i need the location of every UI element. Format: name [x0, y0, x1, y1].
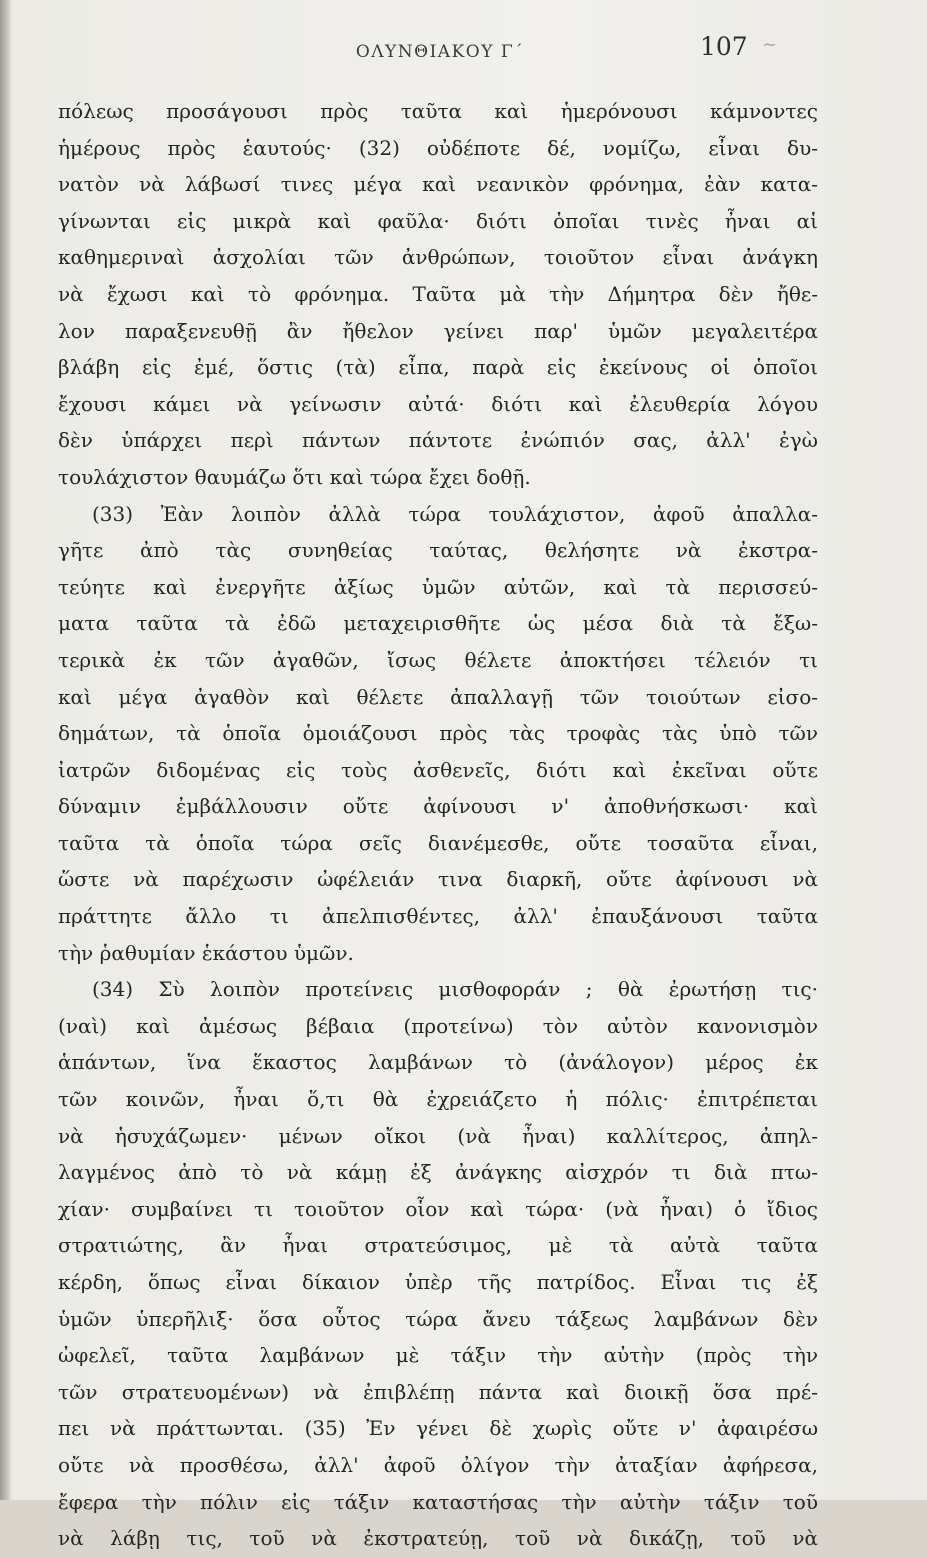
text-line: λαγμένος ἀπὸ τὸ νὰ κάμῃ ἐξ ἀνάγκης αἰσχρόν τι διὰ πτω-	[58, 1160, 818, 1185]
page-number: 107	[700, 32, 748, 61]
text-line: χίαν· συμβαίνει τι τοιοῦτον οἷον καὶ τώρα· (νὰ ἦναι) ὁ ἴδιος	[58, 1196, 818, 1221]
text-line: ἔχουσι κάμει νὰ γείνωσιν αὐτά· διότι καὶ ἐλευθερία λόγου	[58, 391, 818, 416]
text-line: τεύητε καὶ ἐνεργῆτε ἀξίως ὑμῶν αὐτῶν, καὶ τὰ περισσεύ-	[58, 574, 818, 599]
text-line: καὶ μέγα ἀγαθὸν καὶ θέλετε ἀπαλλαγῇ τῶν τοιούτων εἰσο-	[58, 684, 818, 709]
text-line: οὔτε νὰ προσθέσω, ἀλλ' ἀφοῦ ὀλίγον τὴν ἀταξίαν ἀφήρεσα,	[58, 1452, 818, 1477]
text-line: τερικὰ ἐκ τῶν ἀγαθῶν, ἴσως θέλετε ἀποκτήσει τέλειόν τι	[58, 647, 818, 672]
text-line: τῶν κοινῶν, ἦναι ὅ,τι θὰ ἐχρειάζετο ἡ πόλις· ἐπιτρέπεται	[58, 1087, 818, 1112]
text-line: ὥστε νὰ παρέχωσιν ὠφέλειάν τινα διαρκῆ, οὔτε ἀφίνουσι νὰ	[58, 867, 818, 892]
text-line: πράττητε ἄλλο τι ἀπελπισθέντες, ἀλλ' ἐπαυξάνουσι ταῦτα	[58, 904, 818, 929]
text-line: (33) Ἐὰν λοιπὸν ἀλλὰ τώρα τουλάχιστον, ἀφοῦ ἀπαλλα-	[92, 501, 818, 526]
text-line: (ναὶ) καὶ ἀμέσως βέβαια (προτείνω) τὸν αὐτὸν κανονισμὸν	[58, 1013, 818, 1038]
text-line: ὑμῶν ὑπερῆλιξ· ὅσα οὗτος τώρα ἄνευ τάξεως λαμβάνων δὲν	[58, 1306, 818, 1331]
text-line: τὴν ῥαθυμίαν ἑκάστου ὑμῶν.	[58, 940, 354, 965]
running-title: ΟΛΥΝΘΙΑΚΟΥ Γ΄	[355, 42, 525, 62]
text-line: ἡμέρους πρὸς ἑαυτούς· (32) οὐδέποτε δέ, νομίζω, εἶναι δυ-	[58, 135, 818, 160]
text-line: ὠφελεῖ, ταῦτα λαμβάνων μὲ τάξιν τὴν αὐτὴν (πρὸς τὴν	[58, 1343, 818, 1368]
text-line: γῆτε ἀπὸ τὰς συνηθείας ταύτας, θελήσητε νὰ ἐκστρα-	[58, 538, 818, 563]
text-line: δὲν ὑπάρχει περὶ πάντων πάντοτε ἐνώπιόν σας, ἀλλ' ἐγὼ	[58, 428, 818, 453]
text-line: νατὸν νὰ λάβωσί τινες μέγα καὶ νεανικὸν φρόνημα, ἐὰν κατα-	[58, 172, 818, 197]
text-line: ἁπάντων, ἵνα ἕκαστος λαμβάνων τὸ (ἀνάλογον) μέρος ἐκ	[58, 1050, 818, 1075]
text-line: βλάβη εἰς ἐμέ, ὅστις (τὰ) εἶπα, παρὰ εἰς ἐκείνους οἱ ὁποῖοι	[58, 355, 818, 380]
text-line: γίνωνται εἰς μικρὰ καὶ φαῦλα· διότι ὁποῖαι τινὲς ἦναι αἱ	[58, 208, 818, 233]
text-line: ἔφερα τὴν πόλιν εἰς τάξιν καταστήσας τὴν αὐτὴν τάξιν τοῦ	[58, 1489, 818, 1514]
text-line: νὰ ἡσυχάζωμεν· μένων οἴκοι (νὰ ἦναι) καλλίτερος, ἀπηλ-	[58, 1123, 818, 1148]
body-text	[58, 93, 818, 1557]
pencil-mark: ~	[762, 34, 778, 55]
page-edge-shadow	[0, 0, 10, 1500]
text-line: καθημεριναὶ ἀσχολίαι τῶν ἀνθρώπων, τοιοῦτον εἶναι ἀνάγκη	[58, 245, 818, 270]
text-line: νὰ λάβῃ τις, τοῦ νὰ ἐκστρατεύῃ, τοῦ νὰ δικάζῃ, τοῦ νὰ	[58, 1526, 818, 1551]
text-line: ματα ταῦτα τὰ ἐδῶ μεταχειρισθῆτε ὡς μέσα διὰ τὰ ἔξω-	[58, 611, 818, 636]
text-line: λον παραξενευθῇ ἂν ἤθελον γείνει παρ' ὑμῶν μεγαλειτέρα	[58, 318, 818, 343]
text-line: ἰατρῶν διδομένας εἰς τοὺς ἀσθενεῖς, διότι καὶ ἐκεῖναι οὔτε	[58, 757, 818, 782]
text-line: στρατιώτης, ἂν ἦναι στρατεύσιμος, μὲ τὰ αὐτὰ ταῦτα	[58, 1233, 818, 1258]
text-line: νὰ ἔχωσι καὶ τὸ φρόνημα. Ταῦτα μὰ τὴν Δήμητρα δὲν ἤθε-	[58, 281, 818, 306]
text-line: τῶν στρατευομένων) νὰ ἐπιβλέπῃ πάντα καὶ διοικῇ ὅσα πρέ-	[58, 1379, 818, 1404]
text-line: δύναμιν ἐμβάλλουσιν οὔτε ἀφίνουσι ν' ἀποθνήσκωσι· καὶ	[58, 794, 818, 819]
text-line: πει νὰ πράττωνται. (35) Ἐν γένει δὲ χωρὶς οὔτε ν' ἀφαιρέσω	[58, 1416, 818, 1441]
text-line: (34) Σὺ λοιπὸν προτείνεις μισθοφοράν ; θὰ ἐρωτήσῃ τις·	[92, 977, 818, 1002]
text-line: κέρδη, ὅπως εἶναι δίκαιον ὑπὲρ τῆς πατρίδος. Εἶναι τις ἐξ	[58, 1270, 818, 1294]
text-line: πόλεως προσάγουσι πρὸς ταῦτα καὶ ἡμερόνουσι κάμνοντες	[58, 99, 818, 123]
text-line: τουλάχιστον θαυμάζω ὅτι καὶ τώρα ἔχει δοθῇ.	[58, 464, 531, 489]
text-line: ταῦτα τὰ ὁποῖα τώρα σεῖς διανέμεσθε, οὔτε τοσαῦτα εἶναι,	[58, 830, 818, 855]
text-line: δημάτων, τὰ ὁποῖα ὁμοιάζουσι πρὸς τὰς τροφὰς τὰς ὑπὸ τῶν	[58, 721, 818, 746]
running-header	[0, 30, 927, 66]
